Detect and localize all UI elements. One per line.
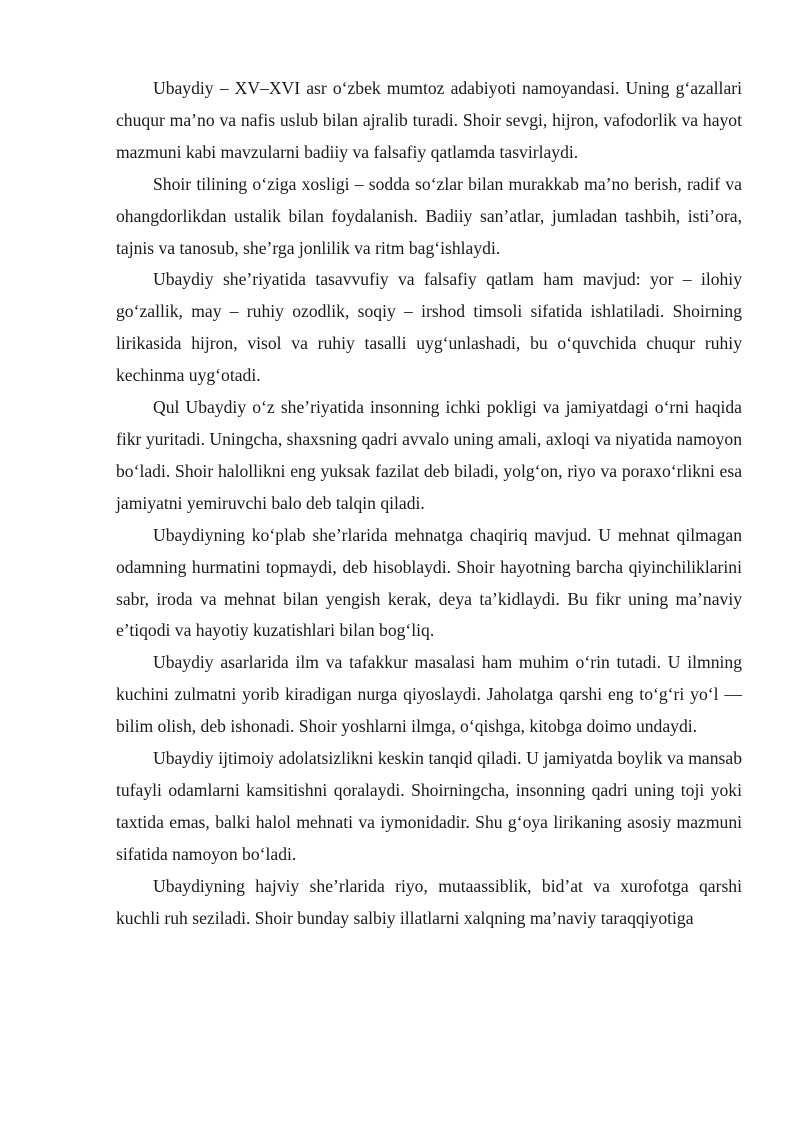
paragraph-3: Ubaydiy she’riyatida tasavvufiy va falsafiy qatlam ham mavjud: yor – ilohiy go‘zallik, may – ruhiy ozodlik, soqiy – irshod timsoli sifatida ishlatiladi. Shoirning lirikasida hijron, visol va ruhiy tasalli uyg‘unlashadi, bu o‘quvchida chuqur ruhiy kechinma uyg‘otadi. [116, 269, 742, 386]
paragraph-5: Ubaydiyning ko‘plab she’rlarida mehnatga chaqiriq mavjud. U mehnat qilmagan odamning hurmatini topmaydi, deb hisoblaydi. Shoir hayotning barcha qiyinchiliklarini sabr, iroda va mehnat bilan yengish kerak, deya ta’kidlaydi. Bu fikr uning ma’naviy e’tiqodi va hayotiy kuzatishlari bilan bog‘liq. [116, 524, 742, 641]
paragraph-1: Ubaydiy – XV–XVI asr o‘zbek mumtoz adabiyoti namoyandasi. Uning g‘azallari chuqur ma’no va nafis uslub bilan ajralib turadi. Shoir sevgi, hijron, vafodorlik va hayot mazmuni kabi mavzularni badiiy va falsafiy qatlamda tasvirlaydi. [116, 78, 742, 162]
document-body [116, 73, 742, 934]
paragraph-6: Ubaydiy asarlarida ilm va tafakkur masalasi ham muhim o‘rin tutadi. U ilmning kuchini zulmatni yorib kiradigan nurga qiyoslaydi. Jaholatga qarshi eng to‘g‘ri yo‘l — bilim olish, deb ishonadi. Shoir yoshlarni ilmga, o‘qishga, kitobga doimo undaydi. [116, 652, 742, 737]
paragraph-4: Qul Ubaydiy o‘z she’riyatida insonning ichki pokligi va jamiyatdagi o‘rni haqida fikr yuritadi. Uningcha, shaxsning qadri avvalo uning amali, axloqi va niyatida namoyon bo‘ladi. Shoir halollikni eng yuksak fazilat deb biladi, yolg‘on, riyo va poraxo‘rlikni esa jamiyatni yemiruvchi balo deb talqin qiladi. [116, 397, 742, 513]
paragraph-7: Ubaydiy ijtimoiy adolatsizlikni keskin tanqid qiladi. U jamiyatda boylik va mansab tufayli odamlarni kamsitishni qoralaydi. Shoirningcha, insonning qadri uning toji yoki taxtida emas, balki halol mehnati va iymonidadir. Shu g‘oya lirikaning asosiy mazmuni sifatida namoyon bo‘ladi. [116, 748, 742, 864]
paragraph-2: Shoir tilining o‘ziga xosligi – sodda so‘zlar bilan murakkab ma’no berish, radif va ohangdorlikdan ustalik bilan foydalanish. Badiiy san’atlar, jumladan tashbih, isti’ora, tajnis va tanosub, she’rga jonlilik va ritm bag‘ishlaydi. [116, 173, 742, 258]
paragraph-8: Ubaydiyning hajviy she’rlarida riyo, mutaassiblik, bid’at va xurofotga qarshi kuchli ruh seziladi. Shoir bunday salbiy illatlarni xalqning ma’naviy taraqqiyotiga [116, 875, 742, 928]
